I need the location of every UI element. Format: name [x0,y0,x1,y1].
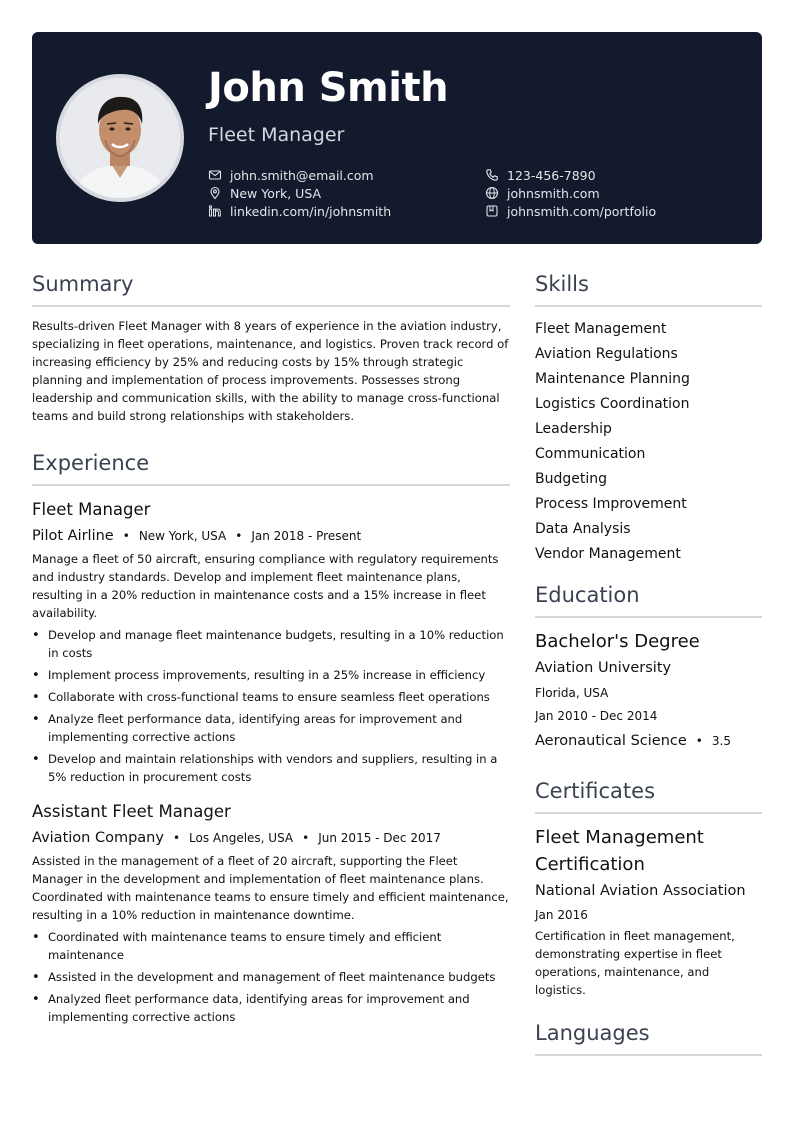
profile-photo [60,78,180,198]
languages-heading: Languages [535,1013,762,1056]
contact-location-text: New York, USA [230,185,322,201]
skills-heading: Skills [535,264,762,307]
job-company: Aviation Company [32,830,164,846]
job-location: Los Angeles, USA [189,831,294,845]
job-dates: Jan 2018 - Present [251,529,362,543]
contact-list-right [485,166,656,220]
skill-item: Process Improvement [535,496,687,512]
job-meta [32,825,510,852]
experience-section [32,443,510,1026]
job-title: Fleet Manager [32,500,151,519]
resume-header [32,32,762,244]
education-section [535,575,762,755]
job-bullet: • Develop and manage fleet maintenance budgets, resulting in a 10% reduction in costs [32,626,510,662]
job-bullet: • Implement process improvements, resulting in a 25% increase in efficiency [32,666,510,684]
experience-heading: Experience [32,443,510,486]
contact-linkedin[interactable] [208,202,391,220]
job-bullet: • Assisted in the development and management of fleet maintenance budgets [32,968,510,986]
avatar [56,74,184,202]
education-field: Aeronautical Science [535,733,687,749]
education-degree: Bachelor's Degree [535,631,700,652]
skill-item: Budgeting [535,471,608,487]
contact-email-text: john.smith@email.com [230,167,374,183]
contact-phone-text: 123-456-7890 [507,167,596,183]
summary-section [32,264,510,425]
job-location: New York, USA [138,529,227,543]
contact-website-text: johnsmith.com [507,185,600,201]
contact-phone[interactable] [485,166,656,184]
mail-icon [208,168,222,182]
job-bullet: • Coordinated with maintenance teams to ensure timely and efficient maintenance [32,928,510,964]
portfolio-icon [485,204,499,218]
job-bullet: • Develop and maintain relationships with vendors and suppliers, resulting in a 5% reduction in procurement costs [32,750,510,786]
languages-section [535,1013,762,1056]
contact-website[interactable] [485,184,656,202]
candidate-title: Fleet Manager [208,124,345,146]
job-meta [32,523,510,550]
certificate-name: Fleet Management Certification [535,827,704,875]
job-entry [32,798,510,1026]
linkedin-icon [208,204,222,218]
job-bullet: • Analyzed fleet performance data, identifying areas for improvement and implementing corrective actions [32,990,510,1026]
job-entry [32,496,510,786]
job-description: Assisted in the management of a fleet of 20 aircraft, supporting the Fleet Manager in the development and implementation of fleet maintenance plans. Coordinated with maintenance teams to ensure timely and efficient maintenance, resulting in a 10% reduction in maintenance downtime. [32,854,509,922]
education-location: Florida, USA [535,686,609,700]
skill-item: Data Analysis [535,521,631,537]
phone-icon [485,168,499,182]
main-column [32,264,510,1030]
skill-item: Vendor Management [535,546,681,562]
summary-text: Results-driven Fleet Manager with 8 years of experience in the aviation industry, specializing in fleet operations, maintenance, and logistics. Proven track record of increasing efficiency by 25% and reducing costs by 15% through strategic planning and implementation of process improvements. Possesses strong leadership and communication skills, with the ability to manage cross-functional teams and build strong relationships with stakeholders. [32,319,509,423]
sidebar-column [535,264,762,1066]
contact-portfolio-text: johnsmith.com/portfolio [507,203,657,219]
contact-portfolio[interactable] [485,202,656,220]
job-bullet: • Collaborate with cross-functional teams to ensure seamless fleet operations [32,688,510,706]
job-dates: Jun 2015 - Dec 2017 [318,831,441,845]
contact-email[interactable] [208,166,391,184]
separator-dot: • [172,831,181,845]
skills-section [535,264,762,567]
job-description: Manage a fleet of 50 aircraft, ensuring compliance with regulatory requirements and industry standards. Develop and implement fleet maintenance plans, resulting in a 20% reduction in maintenance costs and a 15% increase in fleet availability. [32,552,499,620]
education-heading: Education [535,575,762,618]
certificate-description: Certification in fleet management, demonstrating expertise in fleet operations, maintenance, and logistics. [535,929,735,997]
education-field-row [535,728,762,755]
job-title: Assistant Fleet Manager [32,802,231,821]
certificate-issuer: National Aviation Association [535,883,746,899]
separator-dot: • [695,734,703,748]
location-pin-icon [208,186,222,200]
skill-item: Maintenance Planning [535,371,690,387]
contact-linkedin-text: linkedin.com/in/johnsmith [230,203,392,219]
job-company: Pilot Airline [32,528,114,544]
certificates-heading: Certificates [535,771,762,814]
job-bullets [32,626,510,786]
skill-item: Fleet Management [535,321,667,337]
education-gpa: 3.5 [711,734,731,748]
separator-dot: • [235,529,243,543]
skill-item: Aviation Regulations [535,346,678,362]
job-bullets [32,928,510,1026]
contact-list-left [208,166,391,220]
profile-photo-illustration [60,78,180,198]
skill-item: Leadership [535,421,612,437]
skill-item: Logistics Coordination [535,396,690,412]
education-school: Aviation University [535,660,672,676]
job-bullet: • Analyze fleet performance data, identifying areas for improvement and implementing corrective actions [32,710,510,746]
globe-icon [485,186,499,200]
skill-item: Communication [535,446,646,462]
candidate-name: John Smith [208,65,449,111]
summary-heading: Summary [32,264,510,307]
certificate-date: Jan 2016 [535,908,588,922]
contact-location [208,184,391,202]
education-dates: Jan 2010 - Dec 2014 [535,709,658,723]
separator-dot: • [122,529,130,543]
certificates-section [535,771,762,999]
separator-dot: • [302,831,310,845]
